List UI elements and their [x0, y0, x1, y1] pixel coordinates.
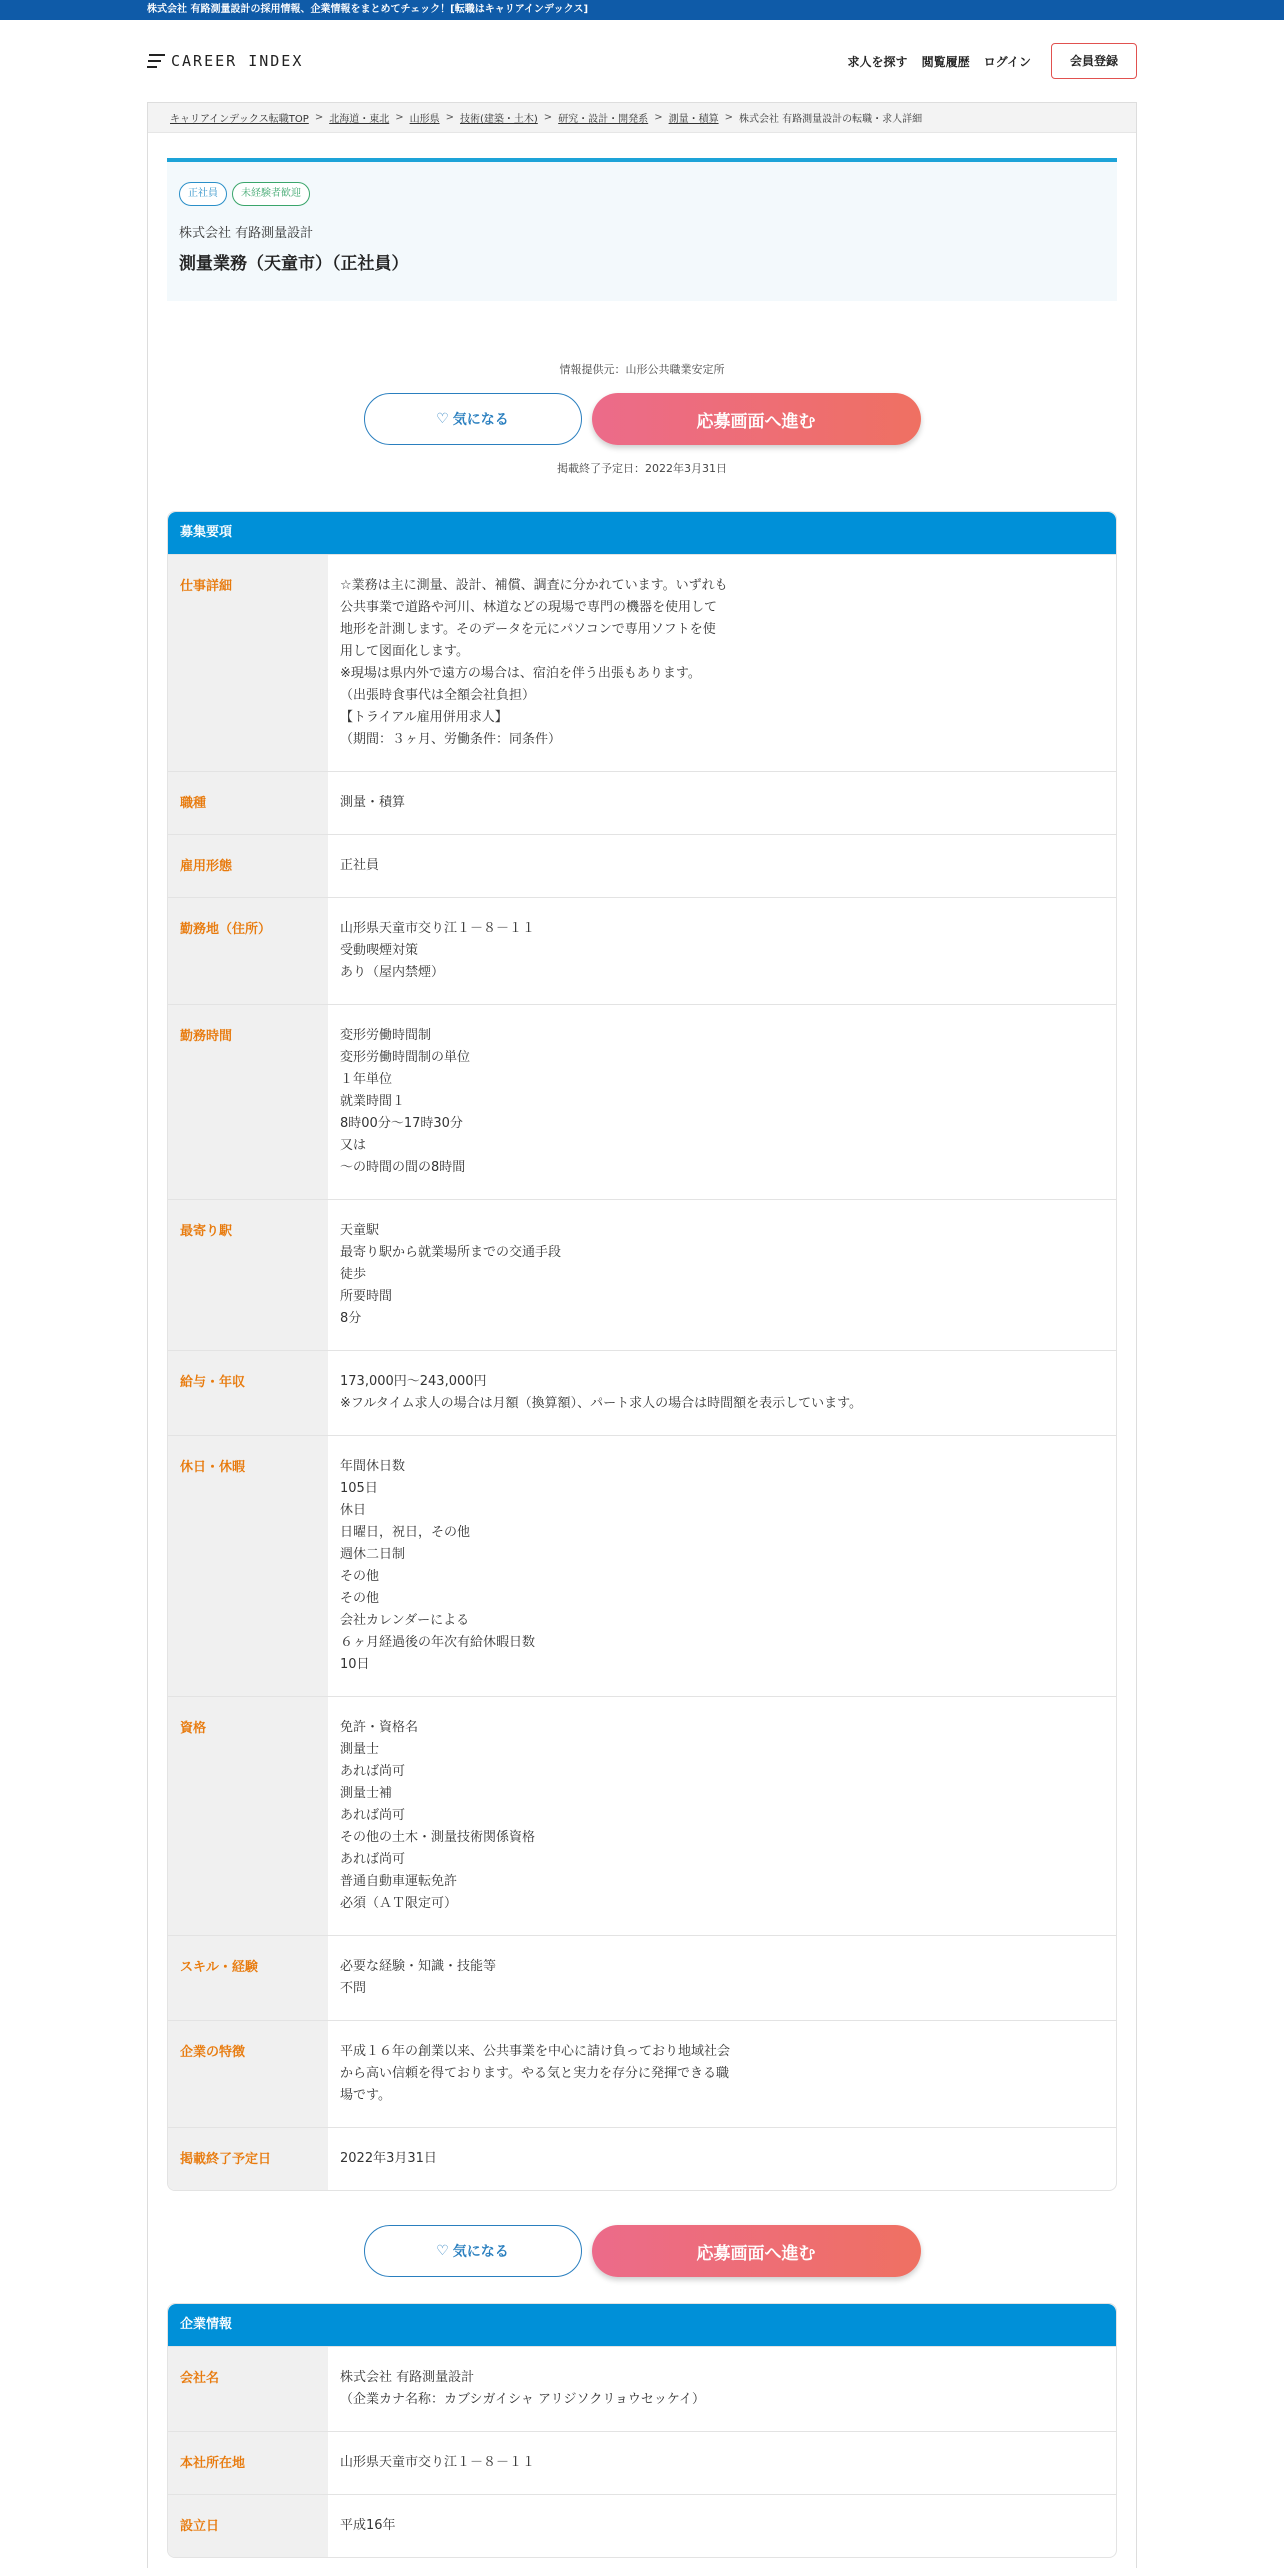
job-tags [179, 182, 1105, 206]
row-label: 掲載終了予定日 [168, 2128, 328, 2190]
table-row [168, 1004, 1116, 1199]
main-container [147, 102, 1137, 2568]
row-value: 天童駅 最寄り駅から就業場所までの交通手段 徒歩 所要時間 8分 [340, 1223, 562, 1326]
row-value: 必要な経験・知識・技能等 不問 [340, 1959, 497, 1996]
row-value: 測量・積算 [340, 795, 406, 810]
row-label: スキル・経験 [168, 1936, 328, 2020]
nav-history[interactable]: 閲覧履歴 [921, 54, 970, 69]
nav-login[interactable]: ログイン [983, 54, 1031, 69]
row-label: 職種 [168, 772, 328, 834]
breadcrumb-separator: > [445, 112, 454, 123]
logo-icon [147, 54, 165, 68]
row-label: 企業の特徴 [168, 2021, 328, 2127]
row-label: 仕事詳細 [168, 555, 328, 771]
header-nav [848, 43, 1137, 79]
action-buttons-bottom [167, 2225, 1117, 2277]
apply-button[interactable] [592, 2225, 921, 2277]
breadcrumb-item[interactable]: キャリアインデックス転職TOP [170, 114, 309, 125]
apply-label: 応募画面へ進む [696, 411, 816, 432]
breadcrumb-separator: > [314, 112, 324, 123]
row-label: 本社所在地 [168, 2432, 328, 2494]
favorite-label: 気になる [452, 2244, 509, 2260]
row-value: 年間休日数 105日 休日 日曜日，祝日，その他 週休二日制 その他 その他 会社カレンダーによる ６ヶ月経過後の年次有給休暇日数 10日 [340, 1459, 536, 1672]
row-label: 資格 [168, 1697, 328, 1935]
tag-inexperienced-welcome: 未経験者歓迎 [232, 182, 310, 206]
table-row [168, 834, 1116, 897]
breadcrumb [148, 103, 1136, 133]
info-provider: 情報提供元：山形公共職業安定所 [559, 363, 725, 376]
table-row [168, 554, 1116, 771]
breadcrumb-item[interactable]: 測量・積算 [668, 114, 719, 125]
company-info-section [167, 2303, 1117, 2558]
heart-icon: ♡ [436, 2243, 449, 2259]
row-value: 平成16年 [340, 2518, 396, 2533]
row-value: 正社員 [340, 858, 380, 873]
recruitment-section [167, 511, 1117, 2191]
table-row [168, 2127, 1116, 2190]
table-row [168, 897, 1116, 1004]
row-value: ☆業務は主に測量、設計、補償、調査に分かれています。いずれも 公共事業で道路や河川、林道などの現場で専門の機器を使用して 地形を計測します。そのデータを元にパソコンで専用ソフトを使 用して図面化します。 ※現場は県内外で遠方の場合は、宿泊を伴う出張もあります。 （出張時食事代は全額会社負担） 【トライアル雇用併用求人】 （期間：３ヶ月、労働条件：同条件） [340, 578, 728, 747]
breadcrumb-separator: > [395, 112, 404, 123]
row-label: 会社名 [168, 2347, 328, 2431]
row-value: 変形労働時間制 変形労働時間制の単位 １年単位 就業時間１ 8時00分〜17時30分 又は 〜の時間の間の8時間 [340, 1028, 471, 1175]
apply-label: 応募画面へ進む [696, 2243, 816, 2264]
nav-search-jobs[interactable]: 求人を探す [847, 54, 908, 69]
company-name: 株式会社 有路測量設計 [179, 226, 314, 241]
posting-end-date: 掲載終了予定日：2022年3月31日 [557, 462, 727, 475]
row-label: 休日・休暇 [168, 1436, 328, 1696]
row-label: 設立日 [168, 2495, 328, 2557]
breadcrumb-item[interactable]: 技術(建築・土木) [459, 114, 538, 125]
job-title: 測量業務（天童市）（正社員） [179, 254, 409, 274]
table-row [168, 1199, 1116, 1350]
site-logo[interactable] [147, 52, 303, 70]
row-label: 給与・年収 [168, 1351, 328, 1435]
top-banner [0, 0, 1284, 20]
row-label: 勤務地（住所） [168, 898, 328, 1004]
section-heading: 企業情報 [168, 2304, 1116, 2346]
favorite-label: 気になる [452, 412, 509, 428]
breadcrumb-separator: > [543, 112, 553, 123]
table-row [168, 771, 1116, 834]
table-row [168, 1935, 1116, 2020]
breadcrumb-separator: > [654, 112, 663, 123]
breadcrumb-item[interactable]: 北海道・東北 [329, 114, 390, 125]
register-button[interactable]: 会員登録 [1051, 43, 1137, 79]
heart-icon: ♡ [436, 411, 449, 427]
row-value: 株式会社 有路測量設計 （企業カナ名称：カブシガイシャ アリジソクリョウセッケイ） [340, 2370, 706, 2407]
row-value: 173,000円〜243,000円 ※フルタイム求人の場合は月額（換算額）、パート求人の場合は時間額を表示しています。 [340, 1374, 863, 1411]
section-heading: 募集要項 [168, 512, 1116, 554]
table-row [168, 2431, 1116, 2494]
breadcrumb-item[interactable]: 山形県 [409, 114, 440, 125]
tag-employment-type: 正社員 [179, 182, 227, 206]
job-header [167, 158, 1117, 301]
row-label: 雇用形態 [168, 835, 328, 897]
table-row [168, 2494, 1116, 2557]
favorite-button[interactable] [364, 393, 582, 445]
site-header [147, 20, 1137, 102]
breadcrumb-item[interactable]: 研究・設計・開発系 [558, 114, 649, 125]
row-label: 勤務時間 [168, 1005, 328, 1199]
breadcrumb-separator: > [724, 112, 733, 123]
favorite-button[interactable] [364, 2225, 582, 2277]
table-row [168, 1350, 1116, 1435]
row-value: 平成１６年の創業以来、公共事業を中心に請け負っており地域社会 から高い信頼を得ております。やる気と実力を存分に発揮できる職 場です。 [340, 2044, 731, 2103]
apply-button[interactable] [592, 393, 921, 445]
row-value: 免許・資格名 測量士 あれば尚可 測量士補 あれば尚可 その他の土木・測量技術関係資格 あれば尚可 普通自動車運転免許 必須（ＡＴ限定可） [340, 1720, 536, 1911]
row-value: 山形県天童市交り江１－８－１１ [340, 2455, 536, 2470]
table-row [168, 2020, 1116, 2127]
breadcrumb-current: 株式会社 有路測量設計の転職・求人詳細 [738, 114, 923, 125]
row-value: 2022年3月31日 [340, 2151, 437, 2166]
top-banner-text: 株式会社 有路測量設計の採用情報、企業情報をまとめてチェック！[転職はキャリアインデックス] [147, 4, 589, 15]
table-row [168, 1696, 1116, 1935]
row-value: 山形県天童市交り江１－８－１１ 受動喫煙対策 あり（屋内禁煙） [340, 921, 536, 980]
action-buttons-top [167, 393, 1117, 445]
table-row [168, 1435, 1116, 1696]
table-row [168, 2346, 1116, 2431]
row-label: 最寄り駅 [168, 1200, 328, 1350]
logo-text: CAREER INDEX [171, 52, 304, 70]
